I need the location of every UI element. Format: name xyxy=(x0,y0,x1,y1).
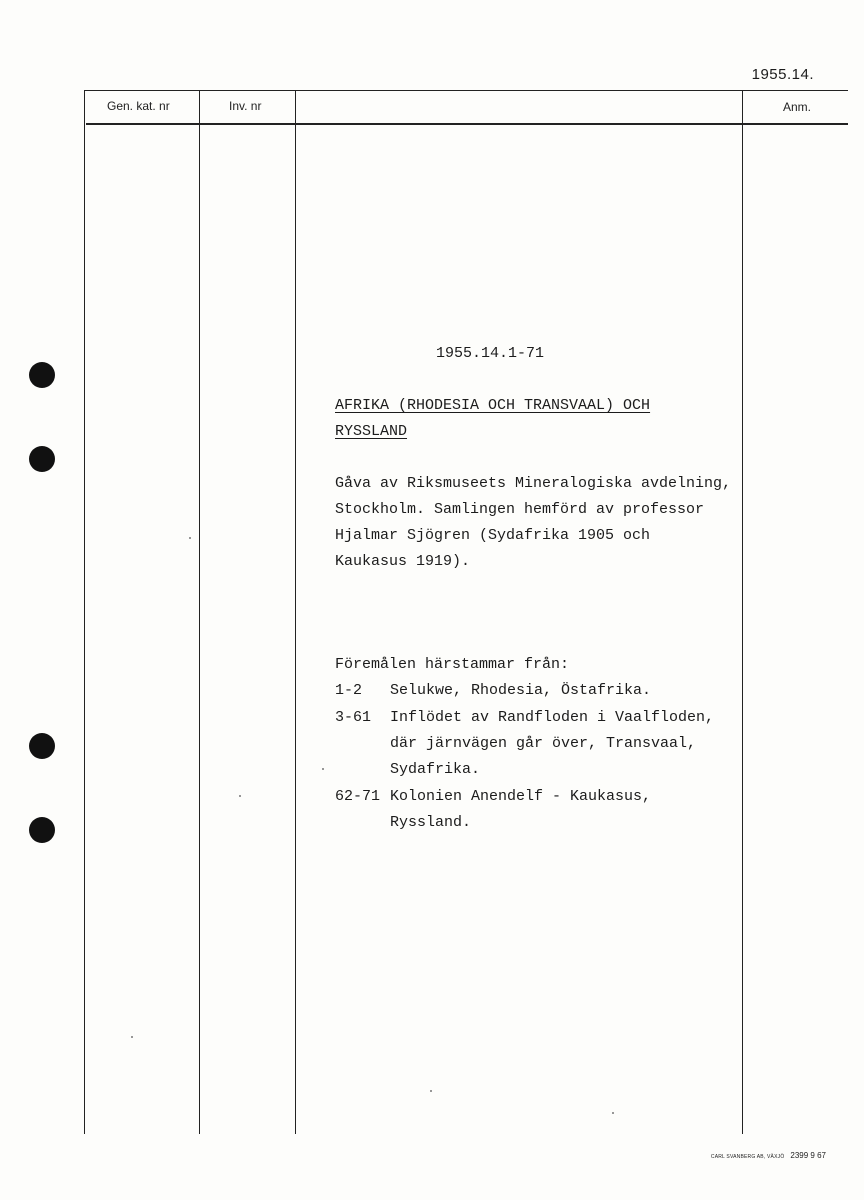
scan-speck xyxy=(239,795,241,797)
origin-range: 62-71 xyxy=(335,788,381,805)
punch-hole xyxy=(29,733,55,759)
printer-name: CARL SVANBERG AB, VÄXJÖ xyxy=(710,1154,785,1160)
entry-title-line-2: RYSSLAND xyxy=(335,423,408,440)
column-header-inv-nr: Inv. nr xyxy=(229,99,262,113)
scan-speck xyxy=(131,1036,133,1038)
scan-speck xyxy=(322,768,324,770)
origin-place-line: Selukwe, Rhodesia, Östafrika. xyxy=(390,682,652,699)
origin-range: 3-61 xyxy=(335,709,372,726)
origin-heading: Föremålen härstammar från: xyxy=(335,656,570,673)
scan-speck xyxy=(189,537,191,539)
column-header-anm: Anm. xyxy=(783,100,812,114)
scan-speck xyxy=(612,1112,614,1114)
entry-title-line-1: AFRIKA (RHODESIA OCH TRANSVAAL) OCH xyxy=(335,397,651,414)
description-line-3: Hjalmar Sjögren (Sydafrika 1905 och xyxy=(335,527,651,544)
column-rule-inv-text xyxy=(295,90,296,1134)
origin-place-line: Kolonien Anendelf - Kaukasus, xyxy=(390,788,652,805)
description-line-4: Kaukasus 1919). xyxy=(335,553,471,570)
origin-place-line: Inflödet av Randfloden i Vaalfloden, xyxy=(390,709,715,726)
column-header-gen-kat-nr: Gen. kat. nr xyxy=(107,99,170,113)
punch-hole xyxy=(29,362,55,388)
punch-hole xyxy=(29,817,55,843)
document-number: 1955.14. xyxy=(751,66,814,83)
printer-imprint xyxy=(711,1151,826,1160)
description-line-2: Stockholm. Samlingen hemförd av professor xyxy=(335,501,705,518)
description-line-1: Gåva av Riksmuseets Mineralogiska avdelning, xyxy=(335,475,732,492)
header-bottom-rule xyxy=(86,123,848,125)
form-code: 2399 9 67 xyxy=(790,1151,826,1160)
column-rule-gen-inv xyxy=(199,90,200,1134)
origin-range: 1-2 xyxy=(335,682,363,699)
column-rule-text-anm xyxy=(742,90,743,1134)
punch-hole xyxy=(29,446,55,472)
origin-place-line: Sydafrika. xyxy=(390,761,481,778)
column-rule-left xyxy=(84,90,85,1134)
scan-speck xyxy=(430,1090,432,1092)
origin-place-line: Ryssland. xyxy=(390,814,472,831)
origin-place-line: där järnvägen går över, Transvaal, xyxy=(390,735,697,752)
entry-number-range: 1955.14.1-71 xyxy=(436,345,545,362)
